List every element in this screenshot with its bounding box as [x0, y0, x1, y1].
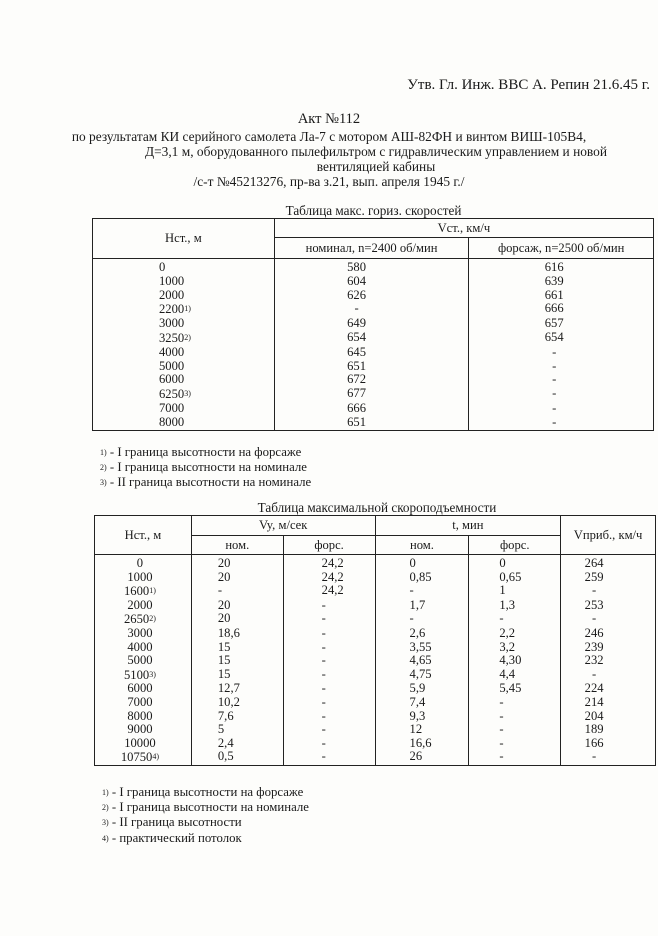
height-value: 9000: [127, 722, 153, 737]
height-value: 4000: [127, 639, 153, 654]
height-cell: [95, 696, 192, 710]
t-nom-cell: 4,75: [375, 668, 469, 683]
height-cell: [93, 416, 275, 430]
height-value: 6250: [159, 387, 185, 402]
table-row: [93, 259, 654, 275]
vy-nom-cell: 15: [191, 654, 283, 668]
height-cell: [93, 387, 275, 402]
height-cell: [95, 599, 192, 613]
table2-notes: [102, 785, 309, 846]
vpr-cell: 259: [561, 571, 656, 585]
table-row: [93, 360, 654, 374]
t-nom-cell: -: [375, 584, 469, 599]
nominal-speed-cell: 626: [274, 289, 469, 303]
t-fors-cell: 3,2: [469, 641, 561, 655]
table-row: [95, 641, 656, 655]
table-row: [95, 710, 656, 724]
height-cell: [95, 641, 192, 655]
vpr-cell: 166: [561, 737, 656, 751]
forsazh-speed-cell: 666: [469, 302, 654, 317]
t-nom-cell: 3,55: [375, 641, 469, 655]
vy-nom-cell: 15: [191, 641, 283, 655]
t-fors-cell: -: [469, 696, 561, 710]
vy-fors-cell: -: [283, 696, 375, 710]
t2-header-vy: Vy, м/сек: [191, 516, 375, 536]
t-fors-cell: -: [469, 723, 561, 737]
height-cell: [93, 289, 275, 303]
height-cell: [95, 612, 192, 627]
vy-fors-cell: -: [283, 654, 375, 668]
vy-nom-cell: 18,6: [191, 627, 283, 641]
vy-nom-cell: 12,7: [191, 682, 283, 696]
vy-nom-cell: 0,5: [191, 750, 283, 765]
t-nom-cell: 1,7: [375, 599, 469, 613]
nominal-speed-cell: 651: [274, 416, 469, 430]
vy-fors-cell: -: [283, 668, 375, 683]
vy-nom-cell: -: [191, 584, 283, 599]
vpr-cell: -: [561, 612, 656, 627]
height-value: 2200: [159, 302, 185, 317]
table-row: [95, 555, 656, 571]
footnote-mark: 3): [102, 818, 109, 828]
footnote-mark: 2): [184, 332, 191, 342]
t-fors-cell: -: [469, 737, 561, 751]
nominal-speed-cell: 677: [274, 387, 469, 402]
footnote-text: - I граница высотности на форсаже: [106, 445, 302, 459]
footnote-text: - II граница высотности на номинале: [106, 475, 312, 490]
footnote: [100, 475, 311, 490]
footnote-mark: 4): [102, 833, 109, 843]
height-value: 10000: [124, 735, 156, 750]
vy-nom-cell: 20: [191, 612, 283, 627]
vy-fors-cell: -: [283, 612, 375, 627]
header-line-2: Д=3,1 м, оборудованного пылефильтром с гидравлическим управлением и новой вентиляцией кабины: [144, 144, 608, 174]
vy-fors-cell: -: [283, 627, 375, 641]
footnote-mark: 3): [184, 389, 191, 399]
climb-rate-table: [94, 515, 656, 766]
vpr-cell: 189: [561, 723, 656, 737]
t-fors-cell: 1: [469, 584, 561, 599]
height-value: 10750: [120, 750, 153, 765]
vy-fors-cell: -: [283, 737, 375, 751]
t-fors-cell: -: [469, 612, 561, 627]
table-row: [95, 682, 656, 696]
vy-nom-cell: 20: [191, 571, 283, 585]
table-row: [95, 723, 656, 737]
vpr-cell: 232: [561, 654, 656, 668]
height-cell: [95, 584, 192, 599]
vy-nom-cell: 5: [191, 723, 283, 737]
height-cell: [93, 259, 275, 275]
t2-header-vpr: Vприб., км/ч: [561, 516, 656, 555]
footnote-text: - I граница высотности на номинале: [108, 800, 309, 815]
t-nom-cell: 9,3: [375, 710, 469, 724]
forsazh-speed-cell: 654: [469, 331, 654, 346]
footnote-mark: 2): [102, 803, 109, 813]
vy-fors-cell: -: [283, 750, 375, 765]
vpr-cell: -: [561, 668, 656, 683]
footnote-mark: 1): [184, 304, 191, 314]
header-line-1: по результатам КИ серийного самолета Ла-7 с мотором АШ-82ФН и винтом ВИШ-105В4,: [71, 129, 587, 144]
vy-fors-cell: 24,2: [283, 571, 375, 585]
forsazh-speed-cell: -: [469, 346, 654, 360]
vy-nom-cell: 15: [191, 668, 283, 683]
forsazh-speed-cell: 616: [469, 259, 654, 275]
height-cell: [95, 555, 192, 571]
footnote: [100, 460, 311, 475]
table-row: [95, 750, 656, 765]
t-nom-cell: 2,6: [375, 627, 469, 641]
table-row: [93, 331, 654, 346]
height-cell: [95, 710, 192, 724]
height-value: 8000: [127, 708, 153, 723]
height-cell: [93, 302, 275, 317]
height-cell: [95, 654, 192, 668]
nominal-speed-cell: 666: [274, 402, 469, 416]
forsazh-speed-cell: -: [469, 416, 654, 430]
vy-fors-cell: -: [283, 641, 375, 655]
table-row: [93, 289, 654, 303]
nominal-speed-cell: 672: [274, 373, 469, 387]
height-value: 8000: [159, 414, 185, 429]
footnote: [102, 800, 309, 815]
height-value: 2000: [159, 287, 185, 302]
height-cell: [93, 317, 275, 331]
height-value: 1000: [127, 569, 153, 584]
nominal-speed-cell: 651: [274, 360, 469, 374]
t-fors-cell: 4,4: [469, 668, 561, 683]
forsazh-speed-cell: -: [469, 373, 654, 387]
nominal-speed-cell: 645: [274, 346, 469, 360]
height-value: 5000: [159, 358, 185, 373]
vpr-cell: -: [561, 584, 656, 599]
height-value: 2650: [124, 612, 150, 627]
height-value: 0: [159, 260, 166, 274]
t-nom-cell: 26: [375, 750, 469, 765]
table-row: [95, 584, 656, 599]
footnote-text: - I граница высотности на форсаже: [108, 785, 304, 799]
table-row: [93, 402, 654, 416]
table-row: [93, 346, 654, 360]
table-row: [93, 302, 654, 317]
footnote-mark: 1): [149, 586, 156, 596]
vy-fors-cell: 24,2: [283, 584, 375, 599]
t2-header-t-nom: ном.: [375, 536, 469, 555]
height-cell: [93, 275, 275, 289]
t-nom-cell: -: [375, 612, 469, 627]
height-value: 1600: [124, 584, 150, 599]
height-cell: [93, 331, 275, 346]
vy-nom-cell: 20: [191, 599, 283, 613]
t-nom-cell: 0: [375, 555, 469, 571]
height-cell: [93, 360, 275, 374]
table-row: [95, 696, 656, 710]
vy-nom-cell: 20: [191, 555, 283, 571]
nominal-speed-cell: 580: [274, 259, 469, 275]
footnote-mark: 1): [102, 788, 109, 797]
table-row: [95, 612, 656, 627]
height-value: 5000: [127, 653, 153, 668]
table2-caption: Таблица максимальной скороподъемности: [257, 500, 497, 515]
forsazh-speed-cell: 661: [469, 289, 654, 303]
nominal-speed-cell: -: [274, 302, 469, 317]
table-row: [93, 317, 654, 331]
t2-header-height: Нст., м: [95, 516, 192, 555]
vpr-cell: 253: [561, 599, 656, 613]
height-value: 6000: [159, 372, 185, 387]
footnote: [102, 815, 309, 830]
vpr-cell: 224: [561, 682, 656, 696]
t-nom-cell: 0,85: [375, 571, 469, 585]
table-row: [93, 373, 654, 387]
vpr-cell: -: [561, 750, 656, 765]
forsazh-speed-cell: -: [469, 387, 654, 402]
height-cell: [95, 571, 192, 585]
table1-caption: Таблица макс. гориз. скоростей: [285, 203, 462, 218]
header-line-3: /с-т №45213276, пр-ва з.21, вып. апреля 1945 г./: [193, 174, 465, 189]
t-fors-cell: 4,30: [469, 654, 561, 668]
height-value: 2000: [127, 597, 153, 612]
footnote-mark: 3): [149, 669, 156, 679]
vy-fors-cell: -: [283, 710, 375, 724]
t-fors-cell: 2,2: [469, 627, 561, 641]
height-cell: [95, 750, 192, 765]
footnote: [100, 445, 311, 460]
table-row: [95, 654, 656, 668]
t2-header-vy-nom: ном.: [191, 536, 283, 555]
height-value: 3000: [159, 316, 185, 331]
height-value: 3250: [159, 330, 185, 345]
height-cell: [95, 668, 192, 683]
vy-nom-cell: 7,6: [191, 710, 283, 724]
footnote-mark: 3): [100, 478, 107, 488]
height-value: 6000: [127, 681, 153, 696]
vy-nom-cell: 2,4: [191, 737, 283, 751]
height-value: 4000: [159, 344, 185, 359]
t-fors-cell: 5,45: [469, 682, 561, 696]
footnote-mark: 2): [100, 463, 107, 473]
height-cell: [93, 373, 275, 387]
t-fors-cell: -: [469, 750, 561, 765]
height-cell: [95, 682, 192, 696]
t2-header-vy-fors: форс.: [283, 536, 375, 555]
height-value: 0: [136, 556, 144, 570]
vy-fors-cell: -: [283, 682, 375, 696]
footnote-text: - I граница высотности на номинале: [106, 460, 307, 475]
t1-header-height: Нст., м: [93, 219, 275, 259]
vy-fors-cell: 24,2: [283, 555, 375, 571]
table-row: [93, 416, 654, 430]
nominal-speed-cell: 604: [274, 275, 469, 289]
footnote-text: - практический потолок: [108, 830, 242, 845]
t-nom-cell: 5,9: [375, 682, 469, 696]
footnote: [102, 785, 309, 800]
document-header: [0, 112, 658, 189]
forsazh-speed-cell: -: [469, 360, 654, 374]
t-nom-cell: 4,65: [375, 654, 469, 668]
nominal-speed-cell: 649: [274, 317, 469, 331]
document-title: Акт №112: [297, 111, 361, 127]
vpr-cell: 239: [561, 641, 656, 655]
height-cell: [95, 737, 192, 751]
height-cell: [93, 346, 275, 360]
table-row: [95, 627, 656, 641]
vpr-cell: 246: [561, 627, 656, 641]
vy-nom-cell: 10,2: [191, 696, 283, 710]
forsazh-speed-cell: -: [469, 402, 654, 416]
vy-fors-cell: -: [283, 723, 375, 737]
t-nom-cell: 12: [375, 723, 469, 737]
t-nom-cell: 16,6: [375, 737, 469, 751]
max-speed-table: [92, 218, 654, 431]
t-fors-cell: 1,3: [469, 599, 561, 613]
height-cell: [95, 723, 192, 737]
forsazh-speed-cell: 639: [469, 275, 654, 289]
height-cell: [93, 402, 275, 416]
footnote-mark: 1): [100, 448, 107, 457]
table-row: [95, 737, 656, 751]
height-value: 5100: [124, 667, 150, 682]
t-fors-cell: 0: [469, 555, 561, 571]
t2-header-t-fors: форс.: [469, 536, 561, 555]
footnote-mark: 4): [152, 752, 160, 762]
footnote-text: - II граница высотности: [108, 815, 242, 830]
table-row: [95, 571, 656, 585]
t-fors-cell: -: [469, 710, 561, 724]
table-row: [95, 599, 656, 613]
nominal-speed-cell: 654: [274, 331, 469, 346]
footnote: [102, 831, 309, 846]
table1-notes: [100, 445, 311, 491]
footnote-mark: 2): [149, 614, 156, 624]
t1-header-nominal: номинал, n=2400 об/мин: [274, 238, 469, 259]
vy-fors-cell: -: [283, 599, 375, 613]
table-row: [95, 668, 656, 683]
height-value: 3000: [127, 625, 153, 640]
table-row: [93, 387, 654, 402]
forsazh-speed-cell: 657: [469, 317, 654, 331]
height-cell: [95, 627, 192, 641]
height-value: 1000: [159, 273, 185, 288]
t1-header-forsazh: форсаж, n=2500 об/мин: [469, 238, 654, 259]
approval-line: Утв. Гл. Инж. ВВС А. Репин 21.6.45 г.: [407, 77, 650, 93]
vpr-cell: 264: [561, 555, 656, 571]
t2-header-time: t, мин: [375, 516, 561, 536]
t-fors-cell: 0,65: [469, 571, 561, 585]
vpr-cell: 204: [561, 710, 656, 724]
vpr-cell: 214: [561, 696, 656, 710]
t-nom-cell: 7,4: [375, 696, 469, 710]
height-value: 7000: [159, 400, 185, 415]
t1-header-speed: Vст., км/ч: [274, 219, 653, 238]
height-value: 7000: [127, 694, 153, 709]
table-row: [93, 275, 654, 289]
